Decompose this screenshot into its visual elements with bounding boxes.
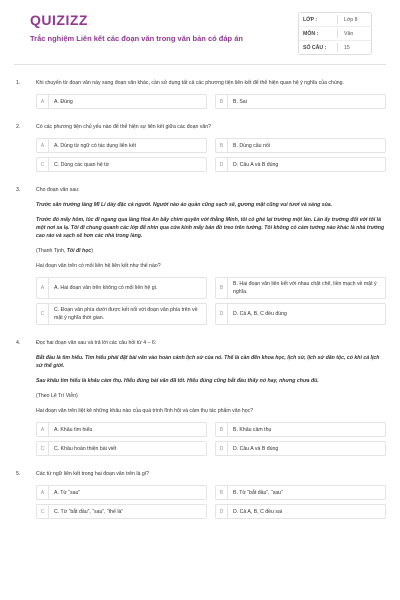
meta-row-count <box>299 41 371 54</box>
option-d[interactable] <box>215 441 386 456</box>
passage-paragraph: Trước đó mấy hôm, lúc đi ngang qua làng Hoà An bẩy chim quyên với thằng Minh, tôi có ghé lại trường một lần. Lần ấy trường đối với tôi là một nơi xa lạ. Tôi đi chung quanh các lớp để nhìn qua cửa kính mấy bản đồ treo trên tường. Tôi không có cảm tưởng nào khác là nhà trường cao ráo và sạch sẽ hơn các nhà trong làng. <box>36 217 385 239</box>
question-number: 1. <box>16 80 21 86</box>
option-c[interactable] <box>36 157 207 172</box>
option-letter: A <box>37 486 49 499</box>
option-a[interactable] <box>36 485 207 500</box>
option-text: D. Cả A, B, C đều sai <box>233 508 283 515</box>
option-text: B. Khâu cảm thụ <box>233 426 272 433</box>
option-d[interactable] <box>215 303 386 325</box>
option-a[interactable] <box>36 94 207 109</box>
option-letter: B <box>216 95 228 108</box>
option-text: A. Đúng <box>54 98 73 105</box>
source-prefix: (Thanh Tịnh, <box>36 248 67 254</box>
answer-options <box>36 277 386 325</box>
option-letter: D <box>216 505 228 518</box>
question-3 <box>14 186 386 331</box>
answer-options <box>36 138 386 172</box>
option-b[interactable] <box>215 138 386 153</box>
question-1 <box>14 79 386 115</box>
answer-options <box>36 422 386 456</box>
question-number: 2. <box>16 124 21 130</box>
option-letter: B <box>216 423 228 436</box>
option-text: D. Câu A và B đúng <box>233 445 279 452</box>
option-text: D. Câu A và B đúng <box>233 161 279 168</box>
option-text: A. Từ “sau” <box>54 489 81 496</box>
option-letter: D <box>216 158 228 171</box>
option-letter: A <box>37 139 49 152</box>
option-a[interactable] <box>36 277 207 299</box>
question-body <box>36 79 386 115</box>
passage-source: (Theo Lê Trí Viễn) <box>36 393 78 399</box>
option-text: B. Từ “bắt đầu”, “sau” <box>233 489 283 496</box>
page-title: Trắc nghiệm Liên kết các đoạn văn trong văn bản có đáp án <box>30 34 243 43</box>
option-c[interactable] <box>36 441 207 456</box>
question-text: Đọc hai đoạn văn sau và trả lời các câu hỏi từ 4 – 6: <box>36 340 157 346</box>
option-letter: C <box>37 304 49 324</box>
option-text: B. Sai <box>233 98 247 105</box>
question-text: Có các phương tiện chủ yếu nào để thể hiện sự liên kết giữa các đoạn văn? <box>36 124 212 130</box>
option-text: C. Dùng các quan hệ từ <box>54 161 110 168</box>
meta-divider <box>337 15 338 24</box>
option-letter: A <box>37 423 49 436</box>
question-5 <box>14 470 386 525</box>
option-d[interactable] <box>215 504 386 519</box>
option-b[interactable] <box>215 94 386 109</box>
meta-divider <box>337 29 338 38</box>
option-text: C. Đoạn văn phía dưới được kết nối với đoạn văn phía trên về mặt ý nghĩa thời gian. <box>54 307 198 321</box>
meta-divider <box>337 43 338 52</box>
passage-paragraph: Trước sân trường làng Mĩ Lí dày đặc cả người. Người nào áo quần cũng sạch sẽ, gương mặt cũng vui tươi và sáng sủa. <box>36 202 333 208</box>
option-d[interactable] <box>215 157 386 172</box>
option-letter: A <box>37 278 49 298</box>
source-title: Tôi đi học <box>66 248 92 254</box>
question-body <box>36 123 386 178</box>
option-letter: B <box>216 139 228 152</box>
option-text: A. Hai đoạn văn trên không có mối liên hệ gì. <box>54 285 158 291</box>
option-text: C. Từ “bắt đầu”, “sau”, “thế là” <box>54 508 124 515</box>
question-body <box>36 186 386 331</box>
option-text: A. Dùng từ ngữ có tác dụng liên kết <box>54 142 136 149</box>
header <box>14 0 386 62</box>
option-text: B. Hai đoạn văn liên kết với nhau chặt chẽ, liền mạch về mặt ý nghĩa. <box>233 281 377 295</box>
option-a[interactable] <box>36 422 207 437</box>
option-letter: B <box>216 278 228 298</box>
meta-row-subject <box>299 27 371 41</box>
option-text: B. Dùng câu nối <box>233 142 270 149</box>
source-suffix: ) <box>91 248 93 254</box>
quizizz-logo: QUIZIZZ <box>30 12 88 28</box>
answer-options <box>36 94 386 109</box>
question-body <box>36 470 386 525</box>
option-c[interactable] <box>36 303 207 325</box>
meta-box <box>298 12 372 55</box>
meta-value: Văn <box>344 30 354 37</box>
option-b[interactable] <box>215 277 386 299</box>
passage-paragraph: Bắt đầu là tìm hiểu. Tìm hiểu phải đặt bài văn vào hoàn cảnh lịch sử của nó. Thế là cần đến khoa học, lịch sử, lịch sử dân tộc, có khi cả lịch sử thế giới. <box>36 355 380 369</box>
option-text: C. Khâu hoàn thiện bài viết <box>54 445 117 452</box>
option-a[interactable] <box>36 138 207 153</box>
option-b[interactable] <box>215 485 386 500</box>
question-text: Cho đoạn văn sau: <box>36 187 80 193</box>
option-text: A. Khâu tìm hiểu <box>54 426 93 433</box>
option-text: D. Cả A, B, C đều đúng <box>233 311 287 317</box>
option-letter: C <box>37 505 49 518</box>
meta-row-class <box>299 13 371 27</box>
meta-value: 15 <box>344 44 350 51</box>
question-number: 5. <box>16 471 21 477</box>
option-letter: D <box>216 304 228 324</box>
question-text: Các từ ngữ liên kết trong hai đoạn văn trên là gì? <box>36 471 150 477</box>
meta-value: Lớp 8 <box>344 16 358 23</box>
question-number: 4. <box>16 340 21 346</box>
option-letter: B <box>216 486 228 499</box>
question-list <box>14 65 386 525</box>
question-subtext: Hai đoạn văn trên liệt kê những khâu nào của quá trình lĩnh hội và cảm thụ tác phẩm văn học? <box>36 408 254 414</box>
question-4 <box>14 339 386 462</box>
answer-options <box>36 485 386 519</box>
option-letter: D <box>216 442 228 455</box>
question-body <box>36 339 386 462</box>
question-2 <box>14 123 386 178</box>
option-letter: C <box>37 442 49 455</box>
meta-key: LỚP : <box>303 16 318 23</box>
question-subtext: Hai đoạn văn trên có mối liên hệ liên kết như thế nào? <box>36 263 161 269</box>
meta-key: MÔN : <box>303 30 319 37</box>
option-c[interactable] <box>36 504 207 519</box>
meta-key: SỐ CÂU : <box>303 44 327 51</box>
question-text: Khi chuyển từ đoạn văn này sang đoạn văn khác, cần sử dụng tất cả các phương tiện liên kết để thể hiện quan hệ ý nghĩa của chúng. <box>36 80 344 86</box>
option-letter: C <box>37 158 49 171</box>
option-b[interactable] <box>215 422 386 437</box>
option-letter: A <box>37 95 49 108</box>
passage-source <box>36 247 386 255</box>
passage-paragraph: Sau khâu tìm hiểu là khâu cảm thụ. Hiểu đúng bài văn đã tốt. Hiểu đúng cũng bắt đầu thấy nó hay, nhưng chưa đủ. <box>36 378 319 384</box>
question-number: 3. <box>16 187 21 193</box>
